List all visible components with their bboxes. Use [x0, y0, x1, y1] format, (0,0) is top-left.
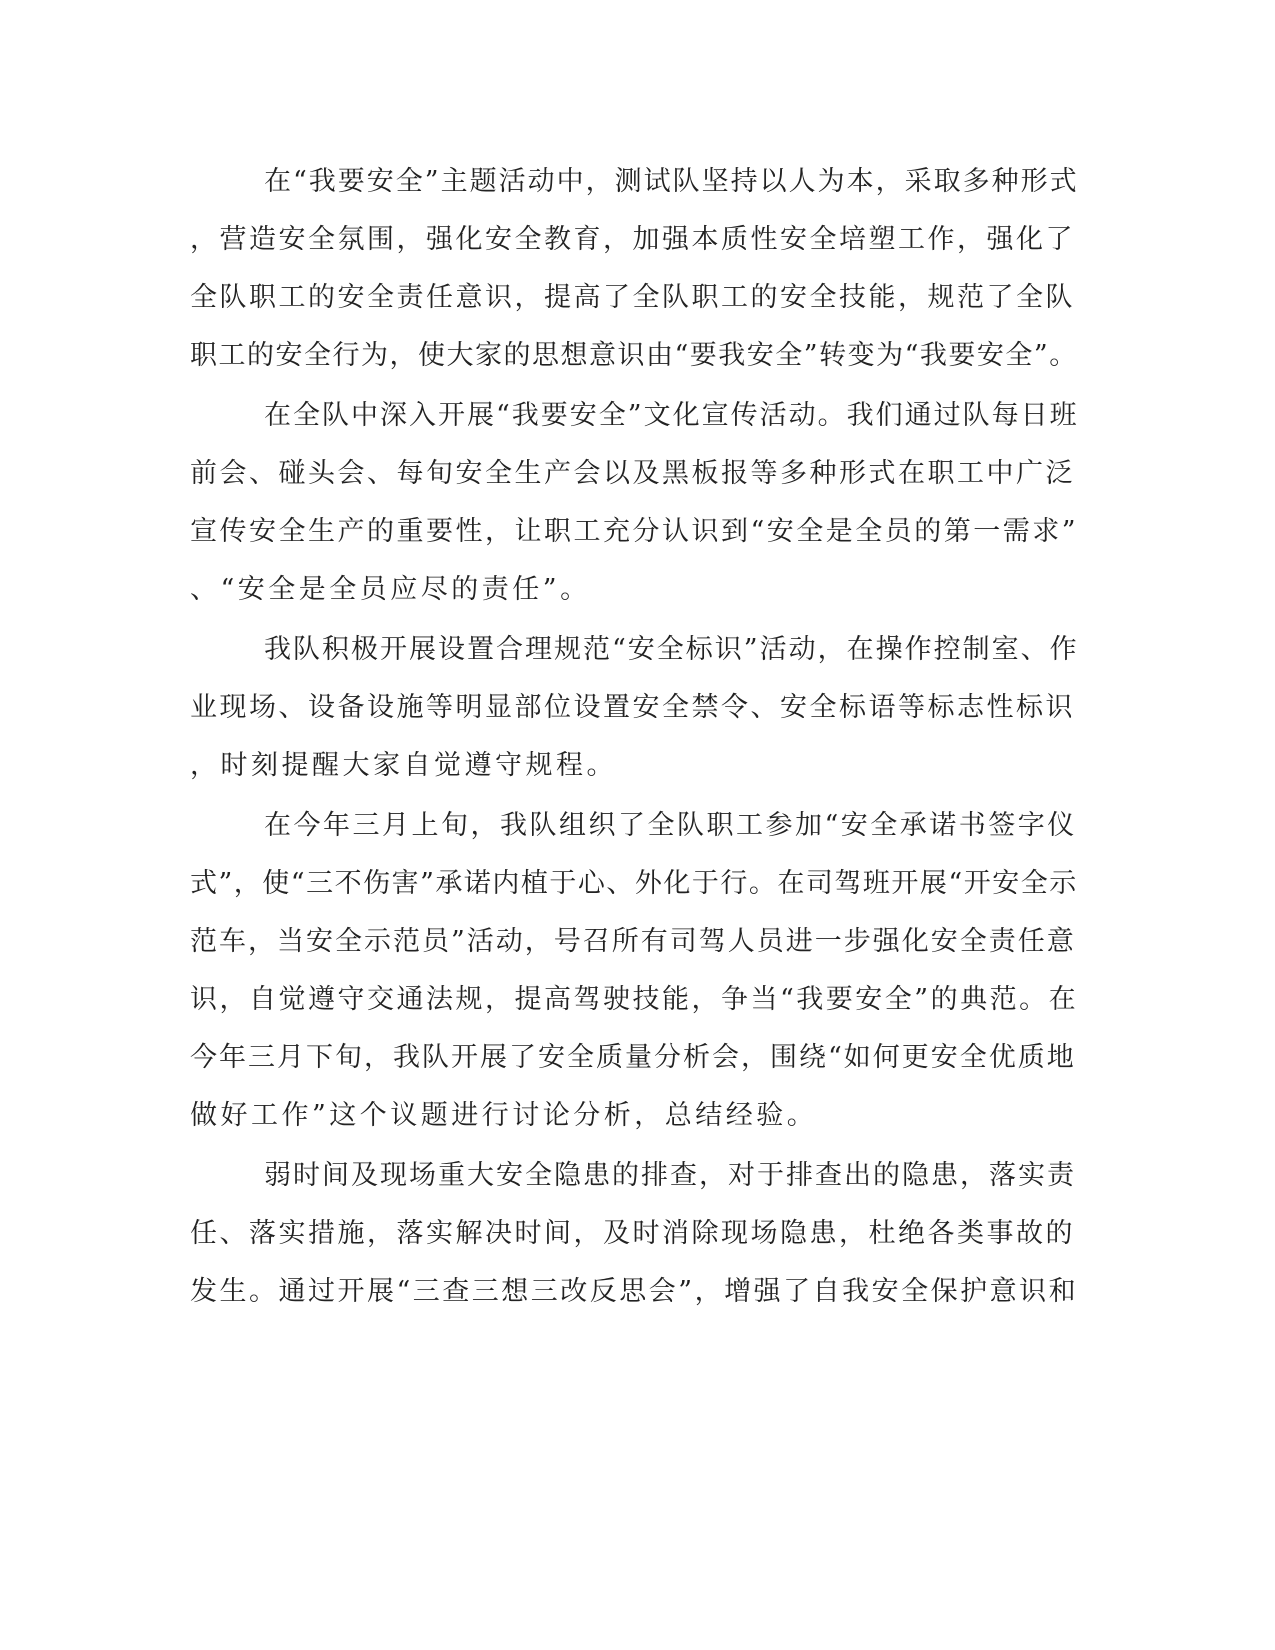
paragraph-5-line-3: 发生。通过开展“三查三想三改反思会”，增强了自我安全保护意识和 [190, 1276, 1079, 1307]
paragraph-1-line-4: 职工的安全行为，使大家的思想意识由“要我安全”转变为“我要安全”。 [190, 340, 1078, 371]
paragraph-4-line-4: 识，自觉遵守交通法规，提高驾驶技能，争当“我要安全”的典范。在 [190, 984, 1079, 1015]
paragraph-4-line-1: 在今年三月上旬，我队组织了全队职工参加“安全承诺书签字仪 [264, 810, 1077, 841]
paragraph-3-line-3: ，时刻提醒大家自觉遵守规程。 [190, 750, 617, 781]
paragraph-2-line-4: 、“安全是全员应尽的责任”。 [190, 574, 591, 605]
paragraph-2-line-2: 前会、碰头会、每旬安全生产会以及黑板报等多种形式在职工中广泛 [190, 458, 1075, 489]
paragraph-3-line-2: 业现场、设备设施等明显部位设置安全禁令、安全标语等标志性标识 [190, 692, 1075, 723]
paragraph-2-line-3: 宣传安全生产的重要性，让职工充分认识到“安全是全员的第一需求” [190, 516, 1079, 547]
paragraph-4-line-2: 式”，使“三不伤害”承诺内植于心、外化于行。在司驾班开展“开安全示 [190, 868, 1078, 899]
paragraph-1-line-1: 在“我要安全”主题活动中，测试队坚持以人为本，采取多种形式 [264, 166, 1079, 197]
paragraph-4-line-5: 今年三月下旬，我队开展了安全质量分析会，围绕“如何更安全优质地 [190, 1042, 1076, 1073]
paragraph-5-line-2: 任、落实措施，落实解决时间，及时消除现场隐患，杜绝各类事故的 [190, 1218, 1075, 1249]
paragraph-1-line-3: 全队职工的安全责任意识，提高了全队职工的安全技能，规范了全队 [190, 282, 1075, 313]
paragraph-4-line-6: 做好工作”这个议题进行讨论分析，总结经验。 [190, 1100, 818, 1131]
paragraph-3-line-1: 我队积极开展设置合理规范“安全标识”活动，在操作控制室、作 [264, 634, 1079, 665]
paragraph-5-line-1: 弱时间及现场重大安全隐患的排查，对于排查出的隐患，落实责 [264, 1160, 1076, 1191]
paragraph-2-line-1: 在全队中深入开展“我要安全”文化宣传活动。我们通过队每日班 [264, 400, 1079, 431]
paragraph-1-line-2: ，营造安全氛围，强化安全教育，加强本质性安全培塑工作，强化了 [190, 224, 1075, 255]
paragraph-4-line-3: 范车，当安全示范员”活动，号召所有司驾人员进一步强化安全责任意 [190, 926, 1076, 957]
